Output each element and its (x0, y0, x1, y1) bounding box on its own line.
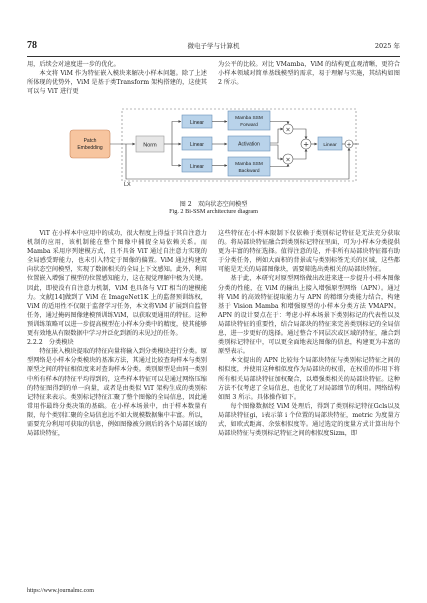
left-column-bottom (27, 229, 207, 438)
paragraph: ViT 在小样本中应用中的成功，很大程度上得益于其自注意力机制的应用，该机制能在整个图像中捕捉全局依赖关系。而 Mamba 采用序列建模方式，且不具备 ViT 通过自注意力实现的全局感受野能力，也未引入特定于图像的偏置。ViM 通过构建双向状态空间模型，实现了数据相关的全局上下文感知。此外，利用位置嵌入增强了模型的位置感知能力，这在视觉理解中极为关键。因此，即使没有自注意力机制，ViM 也具备与 ViT 相当的建模能力。文献[14]做到了 ViM 在 ImageNet1K 上的监督预训练权，ViM 的适用性不仅限于监督学习任务，本文将ViM 扩展到自监督任务，通过掩码图像建模预训练ViM，以获取更通用的特征。这种预训练策略可以进一步提高模型在小样本分类中的精度，使其能够更有效地从有限数据中学习并泛化到新的未见过的任务。 (27, 230, 207, 338)
patch-embedding-line1: Patch (83, 138, 97, 144)
page-header (27, 40, 400, 54)
patch-embedding-box (70, 130, 110, 158)
paragraph: 这些特征在小样本限制下仅依赖于类别标记特征是无法充分获取的。将局部块特征融合到类别标记特征里面，可为小样本分类提供更为丰富的特征选择。值得注意的是，并非所有局部块特征都有助于分类任务，例如大面积的背景或与类别标签无关的区域，这些都可能是无关的局部图像块，需要筛选出类相关的局部块特征。 (218, 230, 400, 274)
publication-year: 2025 年 (374, 42, 400, 50)
paragraph: 为公平的比较。对比 VMamba，ViM 的结构更直观清晰，更符合小样本领域对简单基线模型的需求，易于理解与实施，其结构如图 2 所示。 (218, 61, 400, 87)
ssm-backward-label-2: Backward (238, 169, 260, 174)
ssm-forward-label-2: Forward (240, 123, 258, 128)
header-rule (27, 56, 400, 57)
linear-mid-label: Linear (190, 142, 204, 148)
figure-caption-zh: 图 2 双向状态空间模型 (179, 201, 248, 208)
paragraph: 基于此，本研究对原型网络做出改进来进一步提升小样本图像分类的性能，在 ViM 的输出上接入增强原型网络（APN）。通过将 ViM 的高效特征提取能力与 APN 的精细分类能力结合，构建基于 Vision Mamba 和增强原型的小样本分类方法 VMAPN。APN 的设计要点在于：考虑小样本场景下类别标记的代表性以及局部块特征的重要性，结合局部块的特征来完善类别标记的全局信息，进一步更好的选择。通过整合不同层次或区域的特征，融合到类别标记特征中，可以更全面地表达图像的信息，构建更为丰富的原型表示。 (218, 275, 400, 356)
section-heading: 2.2.2 分类模块 (27, 339, 74, 347)
left-column-top (27, 60, 207, 96)
patch-embedding-line2: Embedding (77, 145, 103, 151)
multiply-node-top-label: × (285, 126, 291, 134)
page-number: 78 (27, 40, 37, 51)
journal-url: https://www.journalmc.com (27, 588, 94, 594)
right-column-top (218, 60, 400, 87)
add-node-label: + (303, 140, 309, 149)
linear-bot-label: Linear (190, 164, 204, 170)
linear-out-label: Linear (323, 143, 337, 148)
figure-caption-en: Fig. 2 Bi-SSM architecture diagram (169, 208, 258, 215)
paragraph: 本文提出的 APN 比较每个局部块特征与类别标记特征之间的相似度，并使用这种相似度作为局部块的权重，在权重的作用下将所有相关局部块特征加权聚合，以增强类相关的局部块特征。这种方法不仅考虑了全局信息，也优化了对局部细节的利用。网络结构如图 3 所示。具体操作如下。 (218, 357, 400, 401)
paragraph: 用，后续会对速度进一步的优化。 (27, 61, 120, 68)
repeat-label: LX (124, 182, 131, 188)
norm-label: Norm (143, 142, 157, 149)
residual-add-label: + (346, 141, 352, 149)
right-column-bottom (218, 229, 400, 438)
journal-title: 微电子学与计算机 (187, 42, 240, 50)
bi-ssm-diagram (60, 107, 360, 189)
activation-label: Activation (238, 141, 260, 148)
paragraph: 特征嵌入模块提取的特征向量将输入到分类模块进行分类。原型网络是小样本分类模块的基准方法，其通过比较查询样本与类别原型之间的特征相似度来对查询样本分类。类别原型是由同一类别中所有样本的特征平均得到的，这些样本特征可以是通过网络压缩的特征图得到的单一向量，或者是由类似 ViT 架构生成的类别标记特征来表示。类别标记特征汇聚了整个图像的全局信息，因此通常用作最终分类决策的基础。在小样本场景中，由于样本数量有限，每个类别汇聚的全局信息远不如大规模数据集中丰富。所以，需要充分利用可获取的信息，例如图像被分割后的各个局部区域的局部块特征， (27, 348, 207, 438)
paragraph: 每个图像数据经 ViM 处理后，得到了类别标记特征Gcls以及局部块特征gi，i表示第 i 个位置的局部块特征，metric 为度量方式，如欧式距离、余弦相似度等。通过选定的度量方式计算出每个局部块特征与类别标记特征之间的相似度Sizm，即 (218, 402, 400, 438)
paragraph: 本文将 ViM 作为特征嵌入模块来解决小样本问题。除了上述所体现的优势外，ViM 是基于类Transform 架构搭建的，这使其可以与 ViT 进行更 (27, 70, 207, 96)
ssm-backward-label-1: Mamba SSM (235, 162, 263, 167)
multiply-node-bot-label: × (285, 156, 291, 164)
ssm-forward-label-1: Mamba SSM (235, 116, 263, 121)
linear-top-label: Linear (190, 120, 204, 126)
